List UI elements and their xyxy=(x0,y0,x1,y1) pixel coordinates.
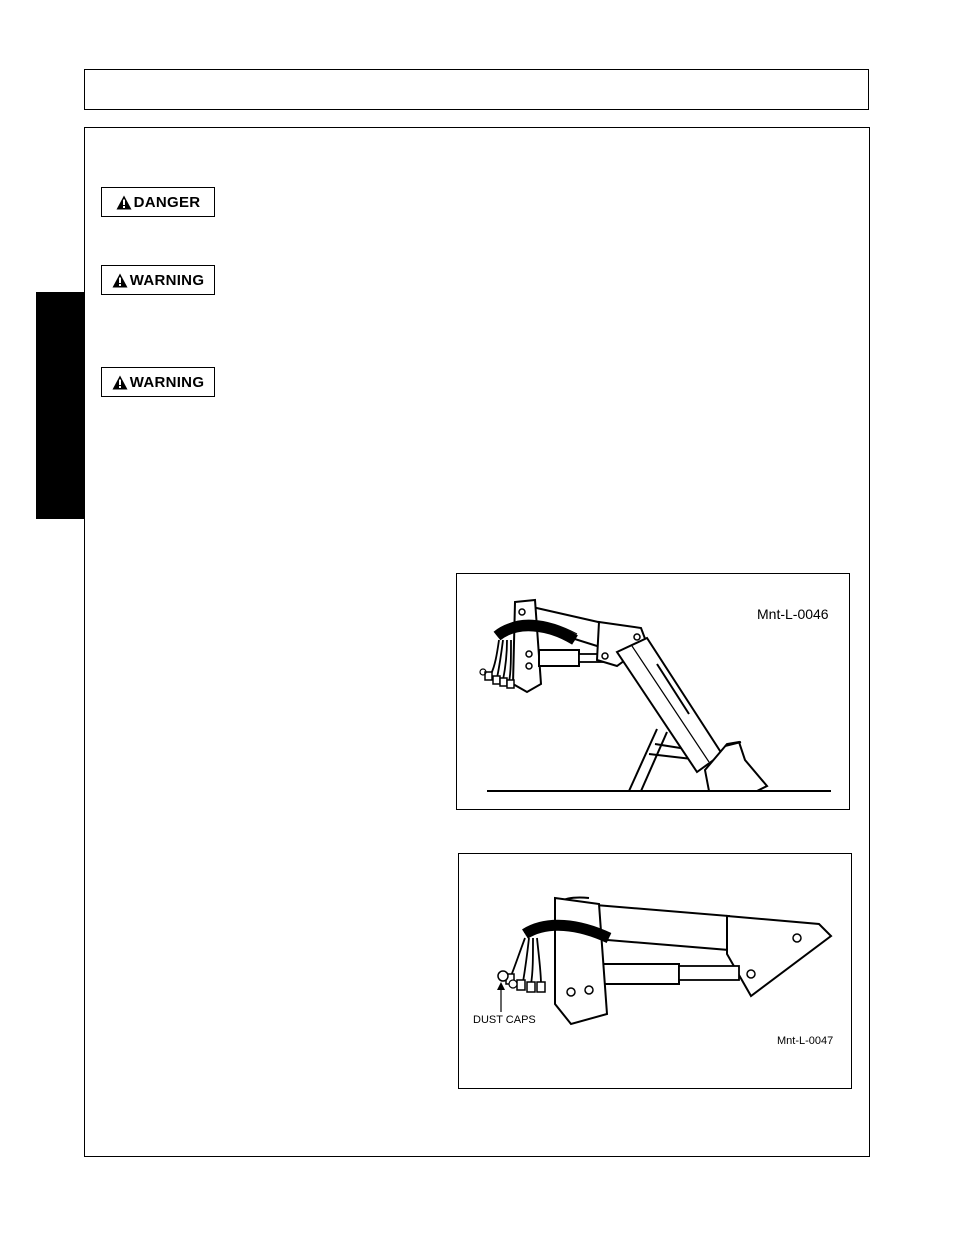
alert-triangle-icon xyxy=(112,375,128,390)
figure-loader-lowered xyxy=(456,573,850,810)
warning-badge-label: WARNING xyxy=(129,373,205,391)
figure-code: Mnt-L-0047 xyxy=(777,1035,834,1047)
figure-dust-caps xyxy=(458,853,852,1089)
figure-code: Mnt-L-0046 xyxy=(757,606,829,622)
dust-caps-illustration xyxy=(459,854,850,1087)
warning-badge xyxy=(101,367,215,397)
alert-triangle-icon xyxy=(112,273,128,288)
page-header-box xyxy=(84,69,869,110)
danger-badge-label: DANGER xyxy=(133,193,201,211)
dust-caps-callout: DUST CAPS xyxy=(473,1014,536,1026)
warning-badge-label: WARNING xyxy=(129,271,205,289)
danger-badge xyxy=(101,187,215,217)
warning-badge xyxy=(101,265,215,295)
alert-triangle-icon xyxy=(116,195,132,210)
section-tab xyxy=(36,292,85,519)
